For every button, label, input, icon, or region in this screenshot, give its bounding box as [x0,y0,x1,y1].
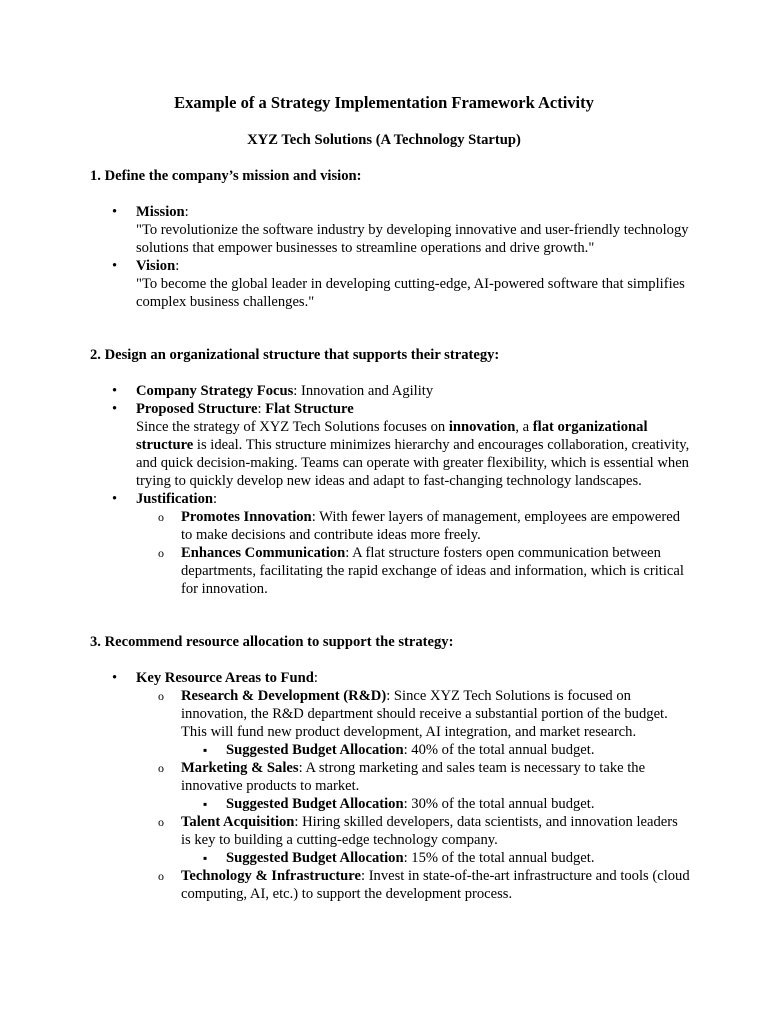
budget-allocation-rnd: ▪ Suggested Budget Allocation: 40% of the total annual budget. [90,741,690,759]
strategy-focus-item: • Company Strategy Focus: Innovation and Agility [90,382,690,400]
resource-area-label: Technology & Infrastructure [181,868,361,884]
resource-area-label: Research & Development (R&D) [181,688,387,704]
structure-para-b: innovation [448,419,516,435]
key-resource-areas-item: • Key Resource Areas to Fund: [90,669,690,687]
enhances-communication-item: o Enhances Communication: A flat structure fosters open communication between departments, facilitating the rapid exchange of ideas and information, which is critical for innovation. [90,544,690,598]
resource-area-talent: o Talent Acquisition: Hiring skilled developers, data scientists, and innovation leaders is key to building a cutting-edge technology company. [90,813,690,849]
promotes-innovation-label: Promotes Innovation [181,509,312,525]
budget-allocation-text: 40% of the total annual budget. [411,742,595,758]
strategy-focus-label: Company Strategy Focus [136,383,294,399]
promotes-innovation-text: With fewer layers of management, employees are empowered to make decisions and contribute ideas more freely. [181,509,680,543]
proposed-structure-value: Flat Structure [265,401,354,417]
resource-area-text: Invest in state-of-the-art infrastructure and tools (cloud computing, AI, etc.) to support the development process. [181,868,690,902]
structure-para-d: flat organizational structure [136,419,648,453]
budget-allocation-talent: ▪ Suggested Budget Allocation: 15% of the total annual budget. [90,849,690,867]
structure-para-e: is ideal. This structure minimizes hierarchy and encourages collaboration, creativity, and quick decision-making. Teams can operate with greater flexibility, which is essential when trying to quickly develop new ideas and adapt to fast-changing technology landscapes. [136,437,690,489]
mission-item: • Mission: "To revolutionize the software industry by developing innovative and user-friendly technology solutions that empower businesses to streamline operations and drive growth." [90,203,690,257]
resource-area-text: Hiring skilled developers, data scientists, and innovation leaders is key to building a cutting-edge technology company. [181,814,678,848]
strategy-focus-text: Innovation and Agility [301,383,434,399]
budget-allocation-label: Suggested Budget Allocation [226,742,404,758]
promotes-innovation-item: o Promotes Innovation: With fewer layers of management, employees are empowered to make decisions and contribute ideas more freely. [90,508,690,544]
budget-allocation-marketing: ▪ Suggested Budget Allocation: 30% of the total annual budget. [90,795,690,813]
proposed-structure-item: • Proposed Structure: Flat Structure Since the strategy of XYZ Tech Solutions focuses on innovation, a flat organizational structure is ideal. This structure minimizes hierarchy and encourages collaboration, creativity, and quick decision-making. Teams can operate with greater flexibility, which is essential when trying to quickly develop new ideas and adapt to fast-changing technology landscapes. [90,400,690,490]
resource-area-rnd: o Research & Development (R&D): Since XYZ Tech Solutions is focused on innovation, the R&D department should receive a substantial portion of the budget. This will fund new product development, AI integration, and market research. [90,687,690,741]
budget-allocation-text: 15% of the total annual budget. [411,850,595,866]
section-1-heading: 1. Define the company’s mission and vision: [90,168,362,184]
section-3-heading: 3. Recommend resource allocation to support the strategy: [90,634,454,650]
enhances-communication-label: Enhances Communication [181,545,346,561]
section-3-list [90,669,690,903]
justification-item: • Justification: [90,490,690,508]
vision-item: • Vision: "To become the global leader in developing cutting-edge, AI-powered software that simplifies complex business challenges." [90,257,690,311]
resource-area-text: Since XYZ Tech Solutions is focused on innovation, the R&D department should receive a substantial portion of the budget. This will fund new product development, AI integration, and market research. [181,688,668,740]
justification-label: Justification [136,491,214,507]
resource-area-technology: o Technology & Infrastructure: Invest in state-of-the-art infrastructure and tools (cloud computing, AI, etc.) to support the development process. [90,867,690,903]
section-2-heading: 2. Design an organizational structure that supports their strategy: [90,347,500,363]
resource-area-text: A strong marketing and sales team is necessary to take the innovative products to market. [181,760,646,794]
budget-allocation-label: Suggested Budget Allocation [226,850,404,866]
budget-allocation-label: Suggested Budget Allocation [226,796,404,812]
section-2-list [90,382,690,598]
vision-label: Vision [136,258,176,274]
document-title: Example of a Strategy Implementation Framework Activity [174,93,594,112]
document-subtitle: XYZ Tech Solutions (A Technology Startup) [247,132,521,148]
structure-para-c: , a [515,419,533,435]
enhances-communication-text: A flat structure fosters open communication between departments, facilitating the rapid exchange of ideas and information, which is critical for innovation. [181,545,684,597]
section-1-list [90,203,690,311]
mission-text: "To revolutionize the software industry by developing innovative and user-friendly technology solutions that empower businesses to streamline operations and drive growth." [136,222,689,256]
structure-para-a: Since the strategy of XYZ Tech Solutions focuses on [136,419,449,435]
resource-area-label: Marketing & Sales [181,760,299,776]
vision-text: "To become the global leader in developing cutting-edge, AI-powered software that simplifies complex business challenges." [136,276,685,310]
resource-area-marketing: o Marketing & Sales: A strong marketing and sales team is necessary to take the innovative products to market. [90,759,690,795]
proposed-structure-label: Proposed Structure [136,401,258,417]
budget-allocation-text: 30% of the total annual budget. [411,796,595,812]
key-resource-areas-label: Key Resource Areas to Fund [136,670,314,686]
mission-label: Mission [136,204,185,220]
resource-area-label: Talent Acquisition [181,814,295,830]
